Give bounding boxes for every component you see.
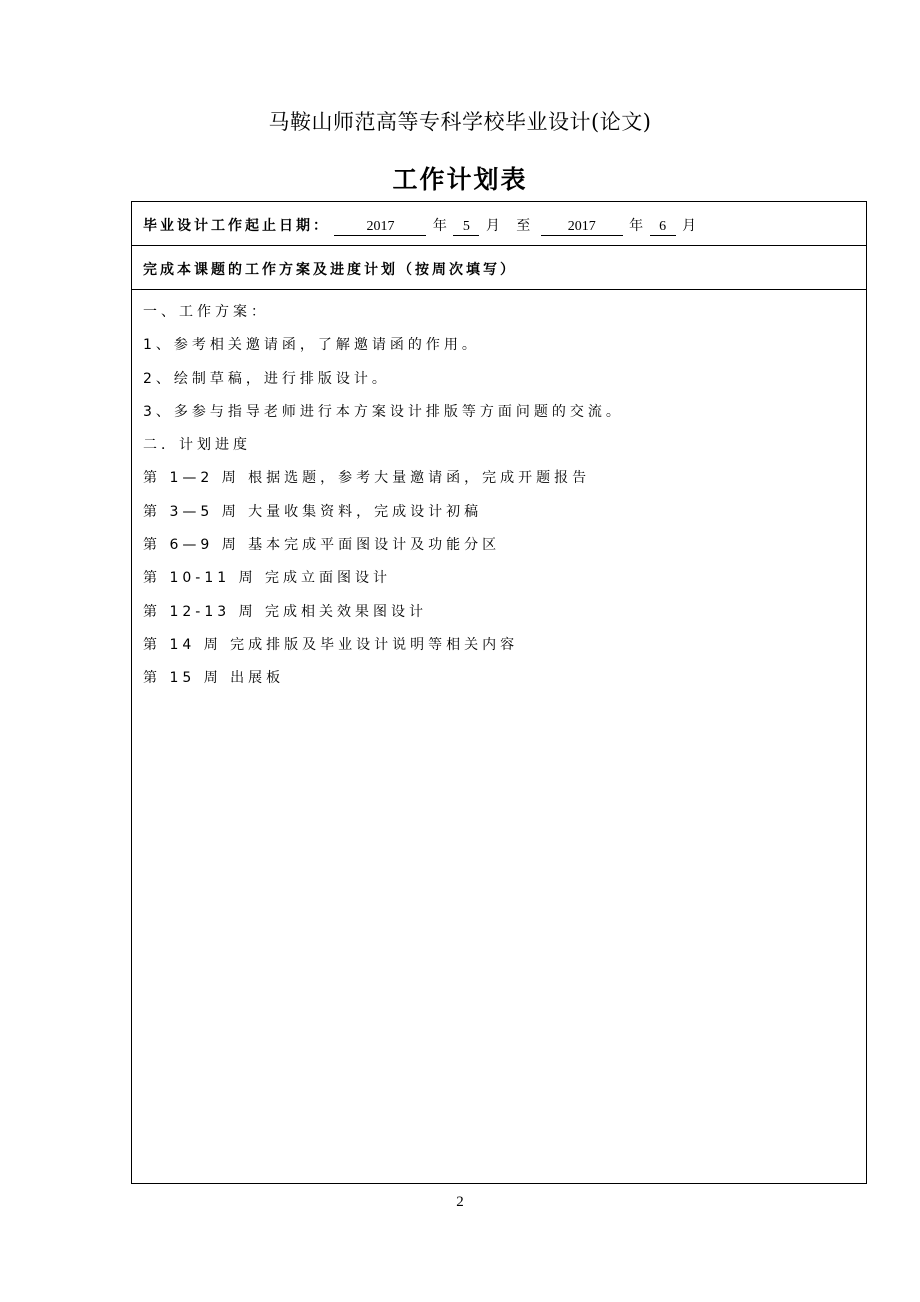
plan-line: 第 6—9 周 基本完成平面图设计及功能分区 [143,537,501,554]
plan-line: 第 1—2 周 根据选题，参考大量邀请函，完成开题报告 [143,470,591,487]
plan-line: 第 12-13 周 完成相关效果图设计 [143,603,428,620]
school-header: 马鞍山师范高等专科学校毕业设计(论文) [268,110,652,134]
document-title: 工作计划表 [392,165,528,194]
end-month-value: 6 [650,218,676,236]
start-month-unit: 月 [485,218,500,234]
plan-line: 二．计划进度 [143,437,251,454]
plan-line: 第 14 周 完成排版及毕业设计说明等相关内容 [143,636,519,653]
work-plan-table [131,201,867,1184]
dates-label: 毕业设计工作起止日期： [143,218,330,234]
end-year-value: 2017 [541,218,623,236]
end-year-unit: 年 [629,218,644,234]
start-year-value: 2017 [334,218,426,236]
plan-line: 2、绘制草稿，进行排版设计。 [143,370,390,387]
plan-line: 第 10-11 周 完成立面图设计 [143,570,392,587]
plan-line: 3、多参与指导老师进行本方案设计排版等方面问题的交流。 [143,403,624,420]
plan-lines [143,302,624,702]
dates-row [132,202,866,246]
plan-line: 第 3—5 周 大量收集资料，完成设计初稿 [143,503,483,520]
plan-body [132,290,866,1183]
dates-line [143,215,698,236]
plan-line: 一、工作方案： [143,304,269,320]
to-label: 至 [516,218,531,234]
plan-heading-row [132,246,866,290]
plan-line: 第 15 周 出展板 [143,670,285,687]
plan-heading: 完成本课题的工作方案及进度计划（按周次填写） [143,262,517,278]
start-month-value: 5 [453,218,479,236]
start-year-unit: 年 [432,218,447,234]
end-month-unit: 月 [682,218,697,234]
plan-line: 1、参考相关邀请函，了解邀请函的作用。 [143,337,480,354]
page-number: 2 [456,1194,464,1210]
